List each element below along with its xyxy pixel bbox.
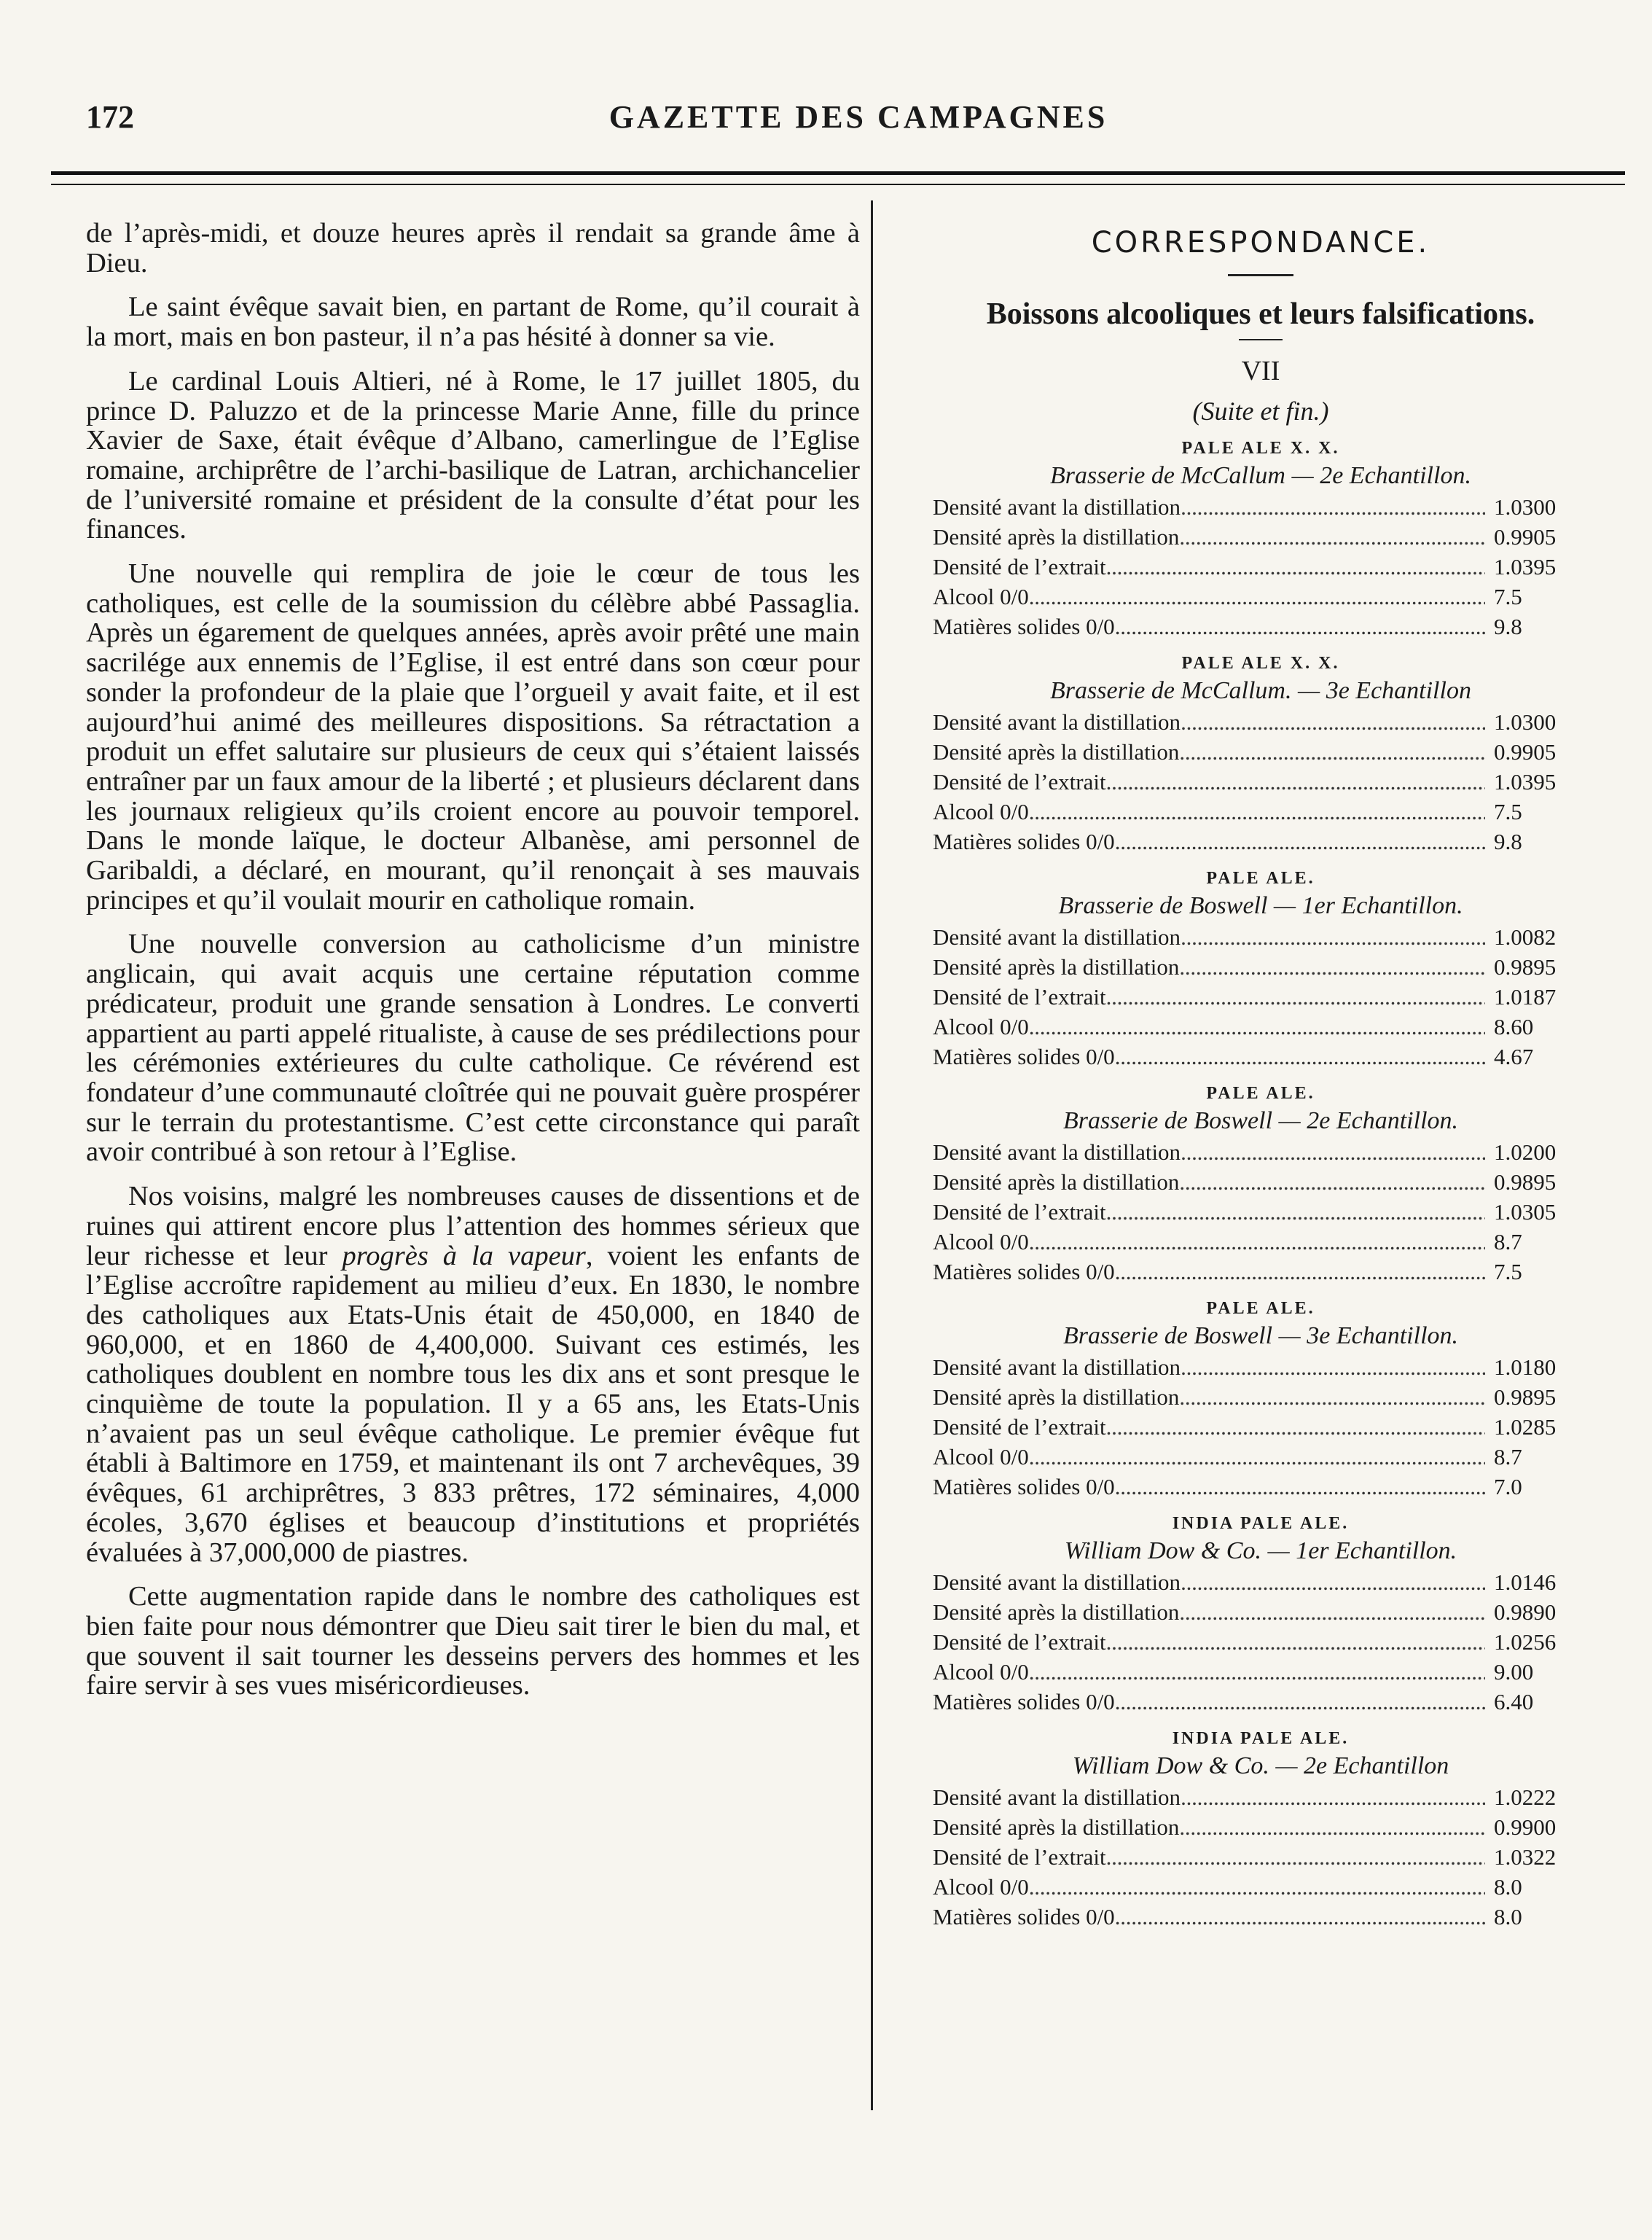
measurement-row xyxy=(896,1167,1625,1197)
measurement-value: 7.0 xyxy=(1494,1474,1522,1499)
dot-leader xyxy=(1029,582,1485,612)
sample-section xyxy=(896,1082,1625,1287)
emphasis-text: progrès à la vapeur xyxy=(342,1240,586,1271)
measurement-row xyxy=(896,1842,1625,1872)
measurement-value: 0.9895 xyxy=(1494,954,1557,980)
dot-leader xyxy=(1181,1352,1485,1382)
measurement-label: Densité de l’extrait xyxy=(933,984,1106,1010)
sample-brewery: William Dow & Co. — 1er Echantillon. xyxy=(1064,1537,1457,1564)
measurement-value: 0.9895 xyxy=(1494,1384,1557,1410)
paragraph-text: Nos voisins, malgré les nombreuses causes de dissentions et de ruines qui attirent encore plus l’attention des hommes sérieux que leur richesse et leur xyxy=(86,1181,860,1271)
sample-brewery: William Dow & Co. — 2e Echantillon xyxy=(1072,1752,1449,1779)
measurement-row xyxy=(896,492,1625,522)
measurement-label: Densité de l’extrait xyxy=(933,1199,1106,1225)
measurement-value: 0.9895 xyxy=(1494,1169,1557,1195)
measurement-value: 0.9890 xyxy=(1494,1599,1557,1625)
sample-kind: PALE ALE X. X. xyxy=(1181,654,1340,673)
measurement-row xyxy=(896,1257,1625,1287)
measurement-row xyxy=(896,1442,1625,1472)
sample-section xyxy=(896,437,1625,641)
measurement-label: Alcool 0/0 xyxy=(933,1874,1029,1900)
measurement-row xyxy=(896,1412,1625,1442)
left-column xyxy=(86,219,860,1715)
sample-kind: PALE ALE. xyxy=(1206,1084,1315,1103)
measurement-value: 1.0285 xyxy=(1494,1414,1557,1440)
dot-leader xyxy=(1106,1842,1485,1872)
measurement-row xyxy=(896,1657,1625,1687)
dot-leader xyxy=(1179,1597,1485,1627)
measurement-value: 1.0187 xyxy=(1494,984,1557,1010)
dot-leader xyxy=(1179,1812,1485,1842)
measurement-row xyxy=(896,1627,1625,1657)
measurement-label: Matières solides 0/0 xyxy=(933,614,1115,639)
divider xyxy=(1228,274,1293,276)
sample-brewery: Brasserie de Boswell — 3e Echantillon. xyxy=(1062,1322,1459,1349)
measurement-value: 7.5 xyxy=(1494,799,1522,824)
paragraph: Cette augmentation rapide dans le nombre des catholiques est bien faite pour nous démontrer que Dieu sait tirer le bien du mal, et que souvent il sait tourner les desseins pervers des hommes et les faire servir à ses vues miséricordieuses. xyxy=(86,1581,860,1701)
measurement-row xyxy=(896,1782,1625,1812)
dot-leader xyxy=(1029,1872,1485,1902)
sample-kind: INDIA PALE ALE. xyxy=(1172,1729,1350,1748)
measurement-value: 0.9905 xyxy=(1494,739,1557,765)
measurement-value: 1.0395 xyxy=(1494,554,1557,579)
measurement-row xyxy=(896,1137,1625,1167)
measurement-value: 9.8 xyxy=(1494,829,1522,854)
measurement-label: Densité avant la distillation xyxy=(933,1139,1181,1165)
measurement-row xyxy=(896,737,1625,767)
divider xyxy=(1239,339,1283,340)
measurement-label: Densité de l’extrait xyxy=(933,769,1106,795)
paragraph: Le saint évêque savait bien, en partant de Rome, qu’il courait à la mort, mais en bon pasteur, il n’a pas hésité à donner sa vie. xyxy=(86,292,860,353)
dot-leader xyxy=(1181,492,1485,522)
measurement-value: 1.0180 xyxy=(1494,1354,1557,1380)
paragraph-text: , voient les enfants de l’Eglise accroître rapidement au milieu d’eux. En 1830, le nombre des catholiques aux Etats-Unis était de 450,000, en 1840 de 960,000, et en 1860 de 4,400,000. Suivant ces estimés, les catholiques doublent en nombre tous les dix ans et sont presque le cinquième de toute la population. Il y a 65 ans, les Etats-Unis n’avaient pas un seul évêque catholique. Le premier évêque fut établi à Baltimore en 1759, et maintenant ils ont 7 archevêques, 39 évêques, 61 archiprêtres, 3 833 prêtres, 172 séminaires, 4,000 écoles, 3,670 églises et beaucoup d’institutions et propriétés évaluées à 37,000,000 de piastres. xyxy=(86,1240,860,1568)
measurement-label: Alcool 0/0 xyxy=(933,1444,1029,1470)
measurement-value: 4.67 xyxy=(1494,1044,1534,1069)
measurement-value: 8.7 xyxy=(1494,1444,1522,1470)
measurement-row xyxy=(896,522,1625,552)
measurement-value: 8.7 xyxy=(1494,1229,1522,1254)
measurement-value: 9.00 xyxy=(1494,1659,1534,1685)
dot-leader xyxy=(1029,1227,1485,1257)
dot-leader xyxy=(1181,1137,1485,1167)
measurement-label: Matières solides 0/0 xyxy=(933,1044,1115,1069)
dot-leader xyxy=(1115,1687,1485,1717)
dot-leader xyxy=(1106,1197,1485,1227)
measurement-row xyxy=(896,767,1625,797)
sample-kind: PALE ALE X. X. xyxy=(1181,439,1340,458)
measurement-label: Alcool 0/0 xyxy=(933,1659,1029,1685)
dot-leader xyxy=(1106,767,1485,797)
measurement-value: 0.9900 xyxy=(1494,1814,1557,1840)
measurement-row xyxy=(896,952,1625,982)
section-title: CORRESPONDANCE. xyxy=(1091,226,1430,259)
measurement-label: Densité de l’extrait xyxy=(933,1844,1106,1870)
sample-section xyxy=(896,1727,1625,1932)
measurement-row xyxy=(896,1352,1625,1382)
samples-list xyxy=(896,437,1625,1932)
measurement-value: 1.0256 xyxy=(1494,1629,1557,1655)
measurement-label: Matières solides 0/0 xyxy=(933,829,1115,854)
dot-leader xyxy=(1181,707,1485,737)
sample-section xyxy=(896,867,1625,1072)
measurement-row xyxy=(896,827,1625,856)
measurement-value: 9.8 xyxy=(1494,614,1522,639)
measurement-label: Densité avant la distillation xyxy=(933,494,1181,520)
paragraph: Une nouvelle qui remplira de joie le cœur de tous les catholiques, est celle de la soumission du célèbre abbé Passaglia. Après un égarement de quelques années, après avoir prêté une main sacrilége aux ennemis de l’Eglise, il est entré dans son cœur pour sonder la profondeur de la plaie que l’orgueil y avait faite, et il est aujourd’hui animé des meilleures dispositions. Sa rétractation a produit un effet salutaire sur plusieurs de ceux qui s’étaient laissés entraîner par un faux amour de la liberté ; et plusieurs déclarent dans les journaux religieux qu’ils croient encore au pouvoir temporel. Dans le monde laïque, le docteur Albanèse, ami personnel de Garibaldi, a déclaré, en mourant, qu’il renonçait à ses mauvais principes et qu’il voulait mourir en catholique romain. xyxy=(86,558,860,916)
column-divider xyxy=(871,200,873,2110)
measurement-label: Densité après la distillation xyxy=(933,1814,1180,1840)
measurement-label: Densité avant la distillation xyxy=(933,1784,1181,1810)
sample-brewery: Brasserie de McCallum — 2e Echantillon. xyxy=(1050,462,1471,489)
dot-leader xyxy=(1106,1412,1485,1442)
measurement-label: Matières solides 0/0 xyxy=(933,1474,1115,1499)
paragraph: Le cardinal Louis Altieri, né à Rome, le 17 juillet 1805, du prince D. Paluzzo et de la princesse Marie Anne, fille du prince Xavier de Saxe, était évêque d’Albano, camerlingue de l’Eglise romaine, archiprêtre de l’archi-basilique de Latran, archichancelier de l’université romaine et président de la consulte d’état pour les finances. xyxy=(86,365,860,545)
dot-leader xyxy=(1029,1012,1485,1042)
sample-brewery: Brasserie de Boswell — 2e Echantillon. xyxy=(1062,1107,1459,1134)
measurement-label: Densité après la distillation xyxy=(933,1599,1180,1625)
measurement-value: 6.40 xyxy=(1494,1689,1534,1714)
measurement-row xyxy=(896,1872,1625,1902)
measurement-value: 1.0322 xyxy=(1494,1844,1557,1870)
measurement-label: Densité de l’extrait xyxy=(933,1414,1106,1440)
paragraph: de l’après-midi, et douze heures après il rendait sa grande âme à Dieu. xyxy=(86,218,860,278)
sample-kind: PALE ALE. xyxy=(1206,1299,1315,1318)
measurement-row xyxy=(896,982,1625,1012)
measurement-label: Alcool 0/0 xyxy=(933,584,1029,609)
measurement-row xyxy=(896,797,1625,827)
measurement-row xyxy=(896,707,1625,737)
measurement-label: Densité avant la distillation xyxy=(933,709,1181,735)
measurement-label: Densité avant la distillation xyxy=(933,924,1181,950)
right-column xyxy=(896,219,1625,1932)
paragraph xyxy=(86,1182,860,1567)
measurement-label: Alcool 0/0 xyxy=(933,1014,1029,1039)
dot-leader xyxy=(1115,1257,1485,1287)
sample-section xyxy=(896,1512,1625,1717)
header-rule-thick xyxy=(51,171,1625,175)
measurement-row xyxy=(896,1812,1625,1842)
dot-leader xyxy=(1115,1472,1485,1502)
dot-leader xyxy=(1029,1657,1485,1687)
measurement-label: Densité après la distillation xyxy=(933,524,1180,550)
dot-leader xyxy=(1115,827,1485,856)
dot-leader xyxy=(1179,522,1485,552)
header-rule-thin xyxy=(51,184,1625,185)
measurement-row xyxy=(896,1227,1625,1257)
dot-leader xyxy=(1179,1167,1485,1197)
dot-leader xyxy=(1115,1902,1485,1932)
measurement-label: Matières solides 0/0 xyxy=(933,1689,1115,1714)
dot-leader xyxy=(1029,1442,1485,1472)
measurement-row xyxy=(896,1382,1625,1412)
measurement-label: Densité après la distillation xyxy=(933,1169,1180,1195)
measurement-value: 8.0 xyxy=(1494,1874,1522,1900)
measurement-row xyxy=(896,1567,1625,1597)
dot-leader xyxy=(1029,797,1485,827)
measurement-label: Matières solides 0/0 xyxy=(933,1259,1115,1284)
measurement-row xyxy=(896,612,1625,641)
measurement-value: 1.0300 xyxy=(1494,709,1557,735)
measurement-label: Densité de l’extrait xyxy=(933,1629,1106,1655)
measurement-value: 0.9905 xyxy=(1494,524,1557,550)
measurement-row xyxy=(896,582,1625,612)
dot-leader xyxy=(1181,1782,1485,1812)
dot-leader xyxy=(1179,952,1485,982)
measurement-label: Alcool 0/0 xyxy=(933,1229,1029,1254)
measurement-value: 8.0 xyxy=(1494,1904,1522,1929)
measurement-label: Densité avant la distillation xyxy=(933,1569,1181,1595)
page-number: 172 xyxy=(86,99,134,135)
sample-brewery: Brasserie de McCallum. — 3e Echantillon xyxy=(1050,677,1471,704)
measurement-row xyxy=(896,922,1625,952)
measurement-row xyxy=(896,1687,1625,1717)
measurement-row xyxy=(896,552,1625,582)
measurement-label: Densité de l’extrait xyxy=(933,554,1106,579)
measurement-row xyxy=(896,1012,1625,1042)
dot-leader xyxy=(1115,612,1485,641)
sample-kind: PALE ALE. xyxy=(1206,869,1315,888)
dot-leader xyxy=(1179,1382,1485,1412)
paragraph: Une nouvelle conversion au catholicisme d’un ministre anglicain, qui avait acquis une certaine réputation comme prédicateur, produit une grande sensation à Londres. Le converti appartient au parti appelé ritualiste, à cause de ses prédilections pour les cérémonies extérieures du culte catholique. Ce révérend est fondateur d’une communauté cloîtrée qui ne pouvait guère prospérer sur le terrain du protestantisme. C’est cette circonstance qui paraît avoir contribué à son retour à l’Eglise. xyxy=(86,929,860,1168)
measurement-label: Densité après la distillation xyxy=(933,1384,1180,1410)
measurement-value: 7.5 xyxy=(1494,1259,1522,1284)
measurement-value: 1.0222 xyxy=(1494,1784,1557,1810)
sample-section xyxy=(896,1297,1625,1502)
measurement-label: Densité avant la distillation xyxy=(933,1354,1181,1380)
suite-note: (Suite et fin.) xyxy=(1192,397,1329,426)
measurement-label: Alcool 0/0 xyxy=(933,799,1029,824)
dot-leader xyxy=(1106,552,1485,582)
dot-leader xyxy=(1181,1567,1485,1597)
page-header xyxy=(86,98,1631,142)
sample-section xyxy=(896,652,1625,856)
dot-leader xyxy=(1106,1627,1485,1657)
measurement-value: 1.0200 xyxy=(1494,1139,1557,1165)
measurement-label: Densité après la distillation xyxy=(933,954,1180,980)
measurement-value: 1.0146 xyxy=(1494,1569,1557,1595)
measurement-row xyxy=(896,1902,1625,1932)
measurement-row xyxy=(896,1042,1625,1072)
dot-leader xyxy=(1181,922,1485,952)
measurement-row xyxy=(896,1472,1625,1502)
measurement-label: Matières solides 0/0 xyxy=(933,1904,1115,1929)
measurement-value: 1.0082 xyxy=(1494,924,1557,950)
sample-brewery: Brasserie de Boswell — 1er Echantillon. xyxy=(1058,892,1463,919)
dot-leader xyxy=(1106,982,1485,1012)
measurement-value: 7.5 xyxy=(1494,584,1522,609)
article-subject: Boissons alcooliques et leurs falsifications. xyxy=(986,297,1535,331)
measurement-row xyxy=(896,1197,1625,1227)
measurement-value: 1.0395 xyxy=(1494,769,1557,795)
dot-leader xyxy=(1115,1042,1485,1072)
measurement-value: 1.0300 xyxy=(1494,494,1557,520)
measurement-value: 8.60 xyxy=(1494,1014,1534,1039)
measurement-value: 1.0305 xyxy=(1494,1199,1557,1225)
measurement-label: Densité après la distillation xyxy=(933,739,1180,765)
journal-title: GAZETTE DES CAMPAGNES xyxy=(608,99,1108,135)
measurement-row xyxy=(896,1597,1625,1627)
sample-kind: INDIA PALE ALE. xyxy=(1172,1514,1350,1533)
chapter-number: VII xyxy=(1241,356,1280,386)
dot-leader xyxy=(1179,737,1485,767)
